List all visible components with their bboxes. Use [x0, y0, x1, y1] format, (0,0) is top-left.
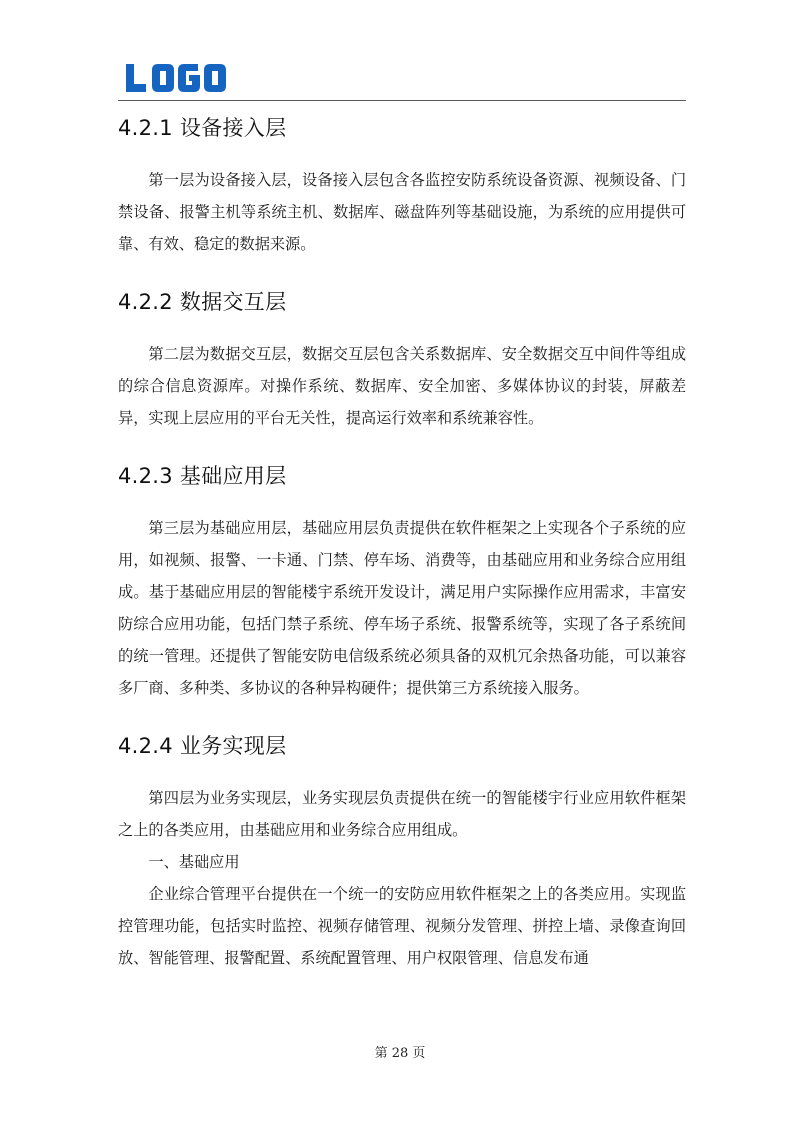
company-logo [124, 60, 228, 96]
body-paragraph: 第二层为数据交互层，数据交互层包含关系数据库、安全数据交互中间件等组成的综合信息资源库。对操作系统、数据库、安全加密、多媒体协议的封装，屏蔽差异，实现上层应用的平台无关性，提高运行效率和系统兼容性。 [118, 345, 686, 427]
header-divider [118, 100, 686, 101]
subsection-label: 一、基础应用 [148, 853, 240, 871]
section-heading: 4.2.3 基础应用层 [118, 464, 287, 488]
body-paragraph: 第三层为基础应用层，基础应用层负责提供在软件框架之上实现各个子系统的应用，如视频、报警、一卡通、门禁、停车场、消费等，由基础应用和业务综合应用组成。基于基础应用层的智能楼宇系统开发设计，满足用户实际操作应用需求，丰富安防综合应用功能，包括门禁子系统、停车场子系统、报警系统等，实现了各子系统间的统一管理。还提供了智能安防电信级系统必须具备的双机冗余热备功能，可以兼容多厂商、多种类、多协议的各种异构硬件；提供第三方系统接入服务。 [118, 519, 686, 697]
document-body [118, 106, 686, 974]
section-heading: 4.2.4 业务实现层 [118, 734, 287, 758]
body-paragraph: 第四层为业务实现层，业务实现层负责提供在统一的智能楼宇行业应用软件框架之上的各类应用，由基础应用和业务综合应用组成。 [118, 789, 686, 839]
page-number: 第 28 页 [374, 1046, 426, 1061]
body-paragraph: 企业综合管理平台提供在一个统一的安防应用软件框架之上的各类应用。实现监控管理功能，包括实时监控、视频存储管理、视频分发管理、拼控上墙、录像查询回放、智能管理、报警配置、系统配置管理、用户权限管理、信息发布通 [118, 885, 686, 967]
section-heading: 4.2.2 数据交互层 [118, 290, 287, 314]
body-paragraph: 第一层为设备接入层，设备接入层包含各监控安防系统设备资源、视频设备、门禁设备、报警主机等系统主机、数据库、磁盘阵列等基础设施，为系统的应用提供可靠、有效、稳定的数据来源。 [118, 171, 686, 253]
section-heading: 4.2.1 设备接入层 [118, 116, 287, 140]
